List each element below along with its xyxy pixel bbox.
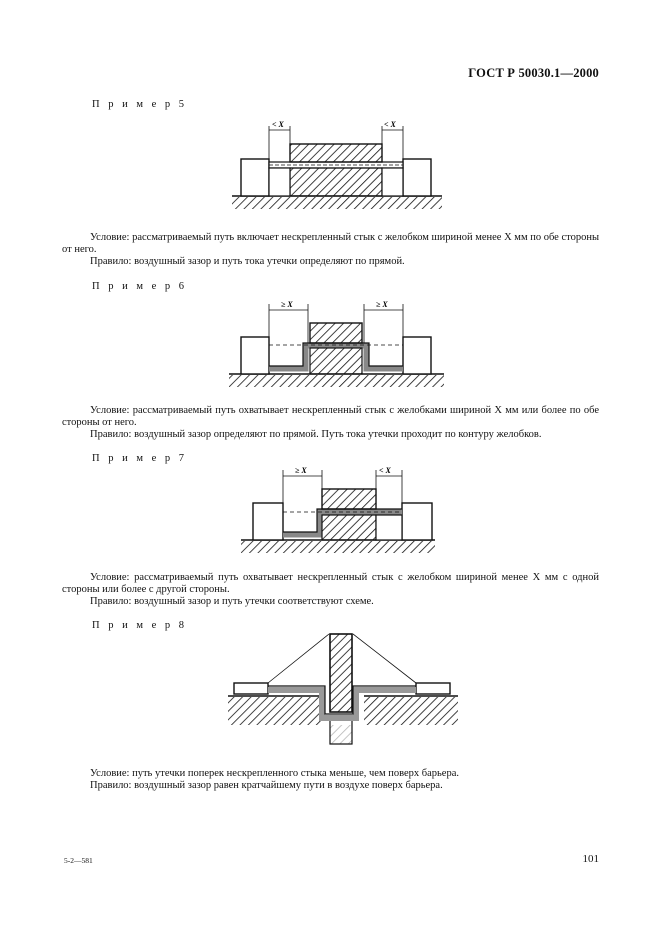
example-7-title: П р и м е р 7 bbox=[92, 453, 188, 464]
example-5-figure bbox=[226, 116, 448, 214]
barrier bbox=[330, 634, 352, 712]
ground-hatch bbox=[232, 196, 442, 209]
rule-text: Правило: воздушный зазор и путь утечки соответствуют схеме. bbox=[90, 596, 374, 607]
example-7-figure bbox=[238, 462, 438, 558]
rule-text: Правило: воздушный зазор определяют по прямой. Путь тока утечки проходит по контуру желобков. bbox=[90, 429, 542, 440]
example-6-text bbox=[62, 405, 599, 441]
dim-label-right: < X bbox=[379, 466, 391, 475]
rule-text: Правило: воздушный зазор и путь тока утечки определяют по прямой. bbox=[90, 256, 405, 267]
page-number: 101 bbox=[582, 853, 599, 865]
upper-part bbox=[310, 323, 362, 343]
lower-part bbox=[322, 515, 376, 540]
lower-part bbox=[290, 168, 382, 196]
right-block bbox=[416, 683, 450, 694]
right-block bbox=[403, 159, 431, 196]
lower-part bbox=[310, 348, 362, 374]
dim-label-right: < X bbox=[384, 120, 396, 129]
example-5-text bbox=[62, 232, 599, 268]
example-8-text bbox=[62, 768, 599, 792]
dim-label-left: ≥ X bbox=[281, 300, 293, 309]
condition-text: Условие: рассматриваемый путь охватывает нескрепленный стык с желобком шириной менее X мм с одной стороны или более с другой стороны. bbox=[62, 572, 599, 595]
upper-part bbox=[290, 144, 382, 162]
example-8-figure bbox=[226, 628, 460, 746]
left-block bbox=[234, 683, 268, 694]
standard-header: ГОСТ Р 50030.1—2000 bbox=[468, 66, 599, 80]
example-5-title: П р и м е р 5 bbox=[92, 99, 188, 110]
dim-label-left: < X bbox=[272, 120, 284, 129]
rule-text: Правило: воздушный зазор равен кратчайшему пути в воздухе поверх барьера. bbox=[90, 780, 443, 791]
example-6-figure bbox=[226, 296, 448, 392]
left-block bbox=[253, 503, 283, 540]
print-code: 5-2—581 bbox=[64, 856, 93, 865]
right-block bbox=[402, 503, 432, 540]
upper-part bbox=[322, 489, 376, 509]
left-block bbox=[241, 159, 269, 196]
left-block bbox=[241, 337, 269, 374]
example-7-text bbox=[62, 572, 599, 608]
dim-label-left: ≥ X bbox=[295, 466, 307, 475]
condition-text: Условие: рассматриваемый путь охватывает нескрепленный стык с желобками шириной X мм или более по обе стороны от него. bbox=[62, 405, 599, 428]
example-6-title: П р и м е р 6 bbox=[92, 281, 188, 292]
right-block bbox=[403, 337, 431, 374]
example-8-title: П р и м е р 8 bbox=[92, 620, 188, 631]
condition-text: Условие: рассматриваемый путь включает нескрепленный стык с желобком шириной менее X мм по обе стороны от него. bbox=[62, 232, 599, 255]
condition-text: Условие: путь утечки поперек нескрепленного стыка меньше, чем поверх барьера. bbox=[90, 768, 460, 779]
dim-label-right: ≥ X bbox=[376, 300, 388, 309]
